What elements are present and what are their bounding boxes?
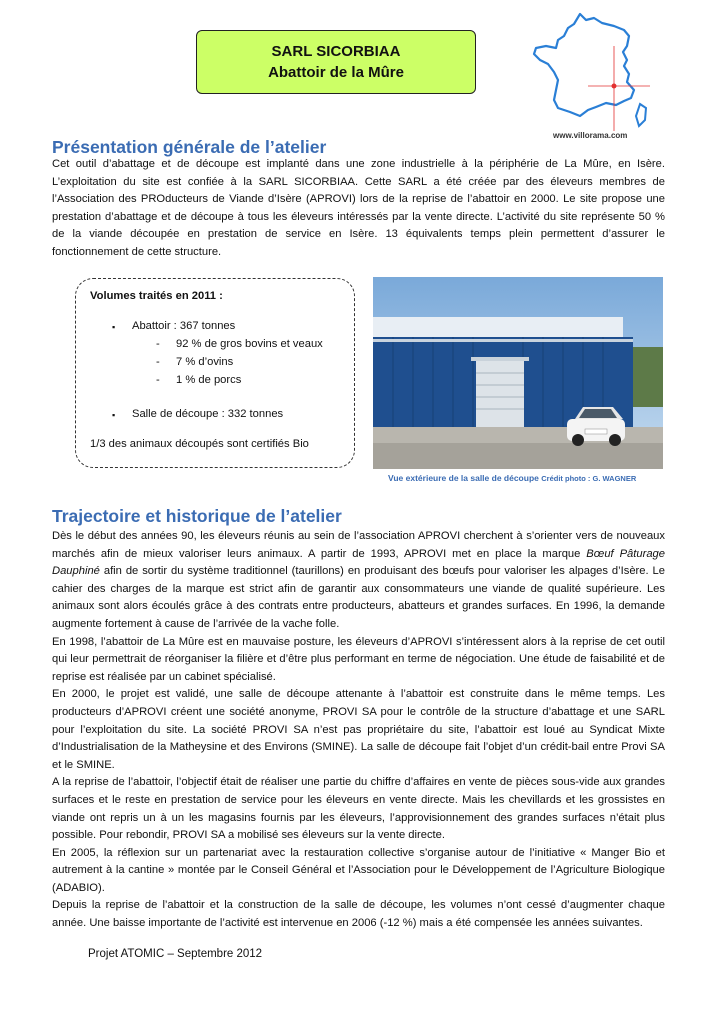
trajectoire-paragraph-2: En 1998, l’abattoir de La Mûre est en mauvaise posture, les éleveurs d’APROVI s’intéressent alors à la reprise de cet outil qui leur permettrait de réorganiser la filière et d’être plus performant en terme de négociation. Une étude de faisabilité et de reprise est réalisée par un cabinet spécialisé.	[52, 635, 665, 683]
volume-abattoir: Abattoir : 367 tonnes	[132, 320, 236, 332]
p1-part-a: Dès le début des années 90, les éleveurs réunis au sein de l’association APROVI cherchent à s’orienter vers de nouveaux marchés afin de mieux valoriser leurs animaux. A partir de 1993, APROVI met en place la marque	[52, 530, 665, 560]
presentation-text: Cet outil d’abattage et de découpe est implanté dans une zone industrielle à la périphérie de La Mûre, en Isère. L’exploitation du site est confiée à la SARL SICORBIAA. Cette SARL a été créée par des éleveurs membres de l’Association des PROducteurs de Viande d’Isère (APROVI) lors de la reprise de l’abattoir en 2000. Le site propose une prestation d’abattage et de découpe à tous les éleveurs intéressés par la vente directe. L’activité du site représente 50 % de la viande découpée en prestation de service en Isère. 13 équivalents temps plein permettent d’assurer le fonctionnement de cette structure.	[52, 158, 665, 258]
bio-note: 1/3 des animaux découpés sont certifiés Bio	[90, 438, 309, 450]
photo-caption	[388, 473, 636, 483]
title-line-2: Abattoir de la Mûre	[268, 64, 404, 81]
trajectoire-paragraph-1	[52, 528, 665, 634]
volume-item-ovins: 7 % d’ovins	[176, 356, 234, 368]
volumes-title: Volumes traités en 2011 :	[90, 290, 223, 302]
building-photo	[373, 277, 663, 469]
title-line-1: SARL SICORBIAA	[271, 43, 401, 60]
france-map-image	[528, 6, 658, 136]
trajectoire-paragraph-3: En 2000, le projet est validé, une salle de découpe attenante à l’abattoir est construite dans le même temps. Les producteurs d’APROVI créent une société anonyme, PROVI SA pour le contrôle de la structure d’abattage et une SARL pour l’exploitation du site. La société PROVI SA n’est pas propriétaire du site, l’abattoir est loué au Syndicat Mixte d’Industrialisation de la Matheysine et des Environs (SMINE). La salle de découpe fait l’objet d’un crédit-bail entre Provi SA et le SMINE.	[52, 688, 665, 771]
dash-icon: -	[156, 356, 160, 368]
bullet-icon: ▪	[112, 322, 116, 332]
trajectoire-paragraph-5: En 2005, la réflexion sur un partenariat avec la restauration collective s’organise autour de l’initiative « Manger Bio et autrement à la cantine » montée par le Conseil Général et l’Association pour le Développement de l’Agriculture Biologique (ADABIO).	[52, 846, 665, 894]
volume-item-bovins: 92 % de gros bovins et veaux	[176, 338, 323, 350]
bullet-icon: ▪	[112, 410, 116, 420]
trajectoire-paragraph-4: A la reprise de l’abattoir, l’objectif était de réaliser une partie du chiffre d’affaires en vente de pièces sous-vide aux grandes surfaces et le reste en prestation de service pour les éleveurs en vente directe. Mais les chevillards et les grossistes en viande ont repris un à un les magasins fournis par les éleveurs, l’approvisionnement des grandes surfaces n’était plus possible. Pour rebondir, PROVI SA a mobilisé ses éleveurs sur la vente directe.	[52, 776, 665, 842]
trajectoire-section	[52, 528, 665, 933]
dash-icon: -	[156, 374, 160, 386]
footer: Projet ATOMIC – Septembre 2012	[88, 948, 263, 960]
volume-item-porcs: 1 % de porcs	[176, 374, 242, 386]
map-credit: www.villorama.com	[553, 131, 628, 140]
heading-trajectoire: Trajectoire et historique de l’atelier	[52, 506, 342, 526]
trajectoire-paragraph-6: Depuis la reprise de l’abattoir et la construction de la salle de découpe, les volumes n’ont cessé d’augmenter chaque année. Une baisse importante de l’activité est intervenue en 2006 (-12 %) mais a été compensée les années suivantes.	[52, 899, 665, 930]
volume-decoupe: Salle de découpe : 332 tonnes	[132, 408, 284, 420]
photo-credit: Crédit photo : G. WAGNER	[541, 474, 637, 483]
volumes-box	[75, 278, 355, 468]
dash-icon: -	[156, 338, 160, 350]
p1-part-b: afin de sortir du système traditionnel (taurillons) en produisant des bœufs pour valoriser les alpages d’Isère. Le cahier des charges de la marque est strict afin de garantir aux consommateurs une viande de qualité supérieure. Les animaux sont alors écoulés grâce à des contrats entre producteurs, abatteurs et grandes surfaces. En 1996, la demande augmente fortement à cause de l’arrivée de la vache folle.	[52, 565, 665, 630]
title-box	[196, 30, 476, 94]
presentation-paragraph	[52, 156, 665, 262]
photo-caption-text: Vue extérieure de la salle de découpe	[388, 473, 539, 483]
brand-name: Bœuf Pâturage Dauphiné	[52, 547, 665, 578]
heading-presentation: Présentation générale de l’atelier	[52, 137, 327, 157]
